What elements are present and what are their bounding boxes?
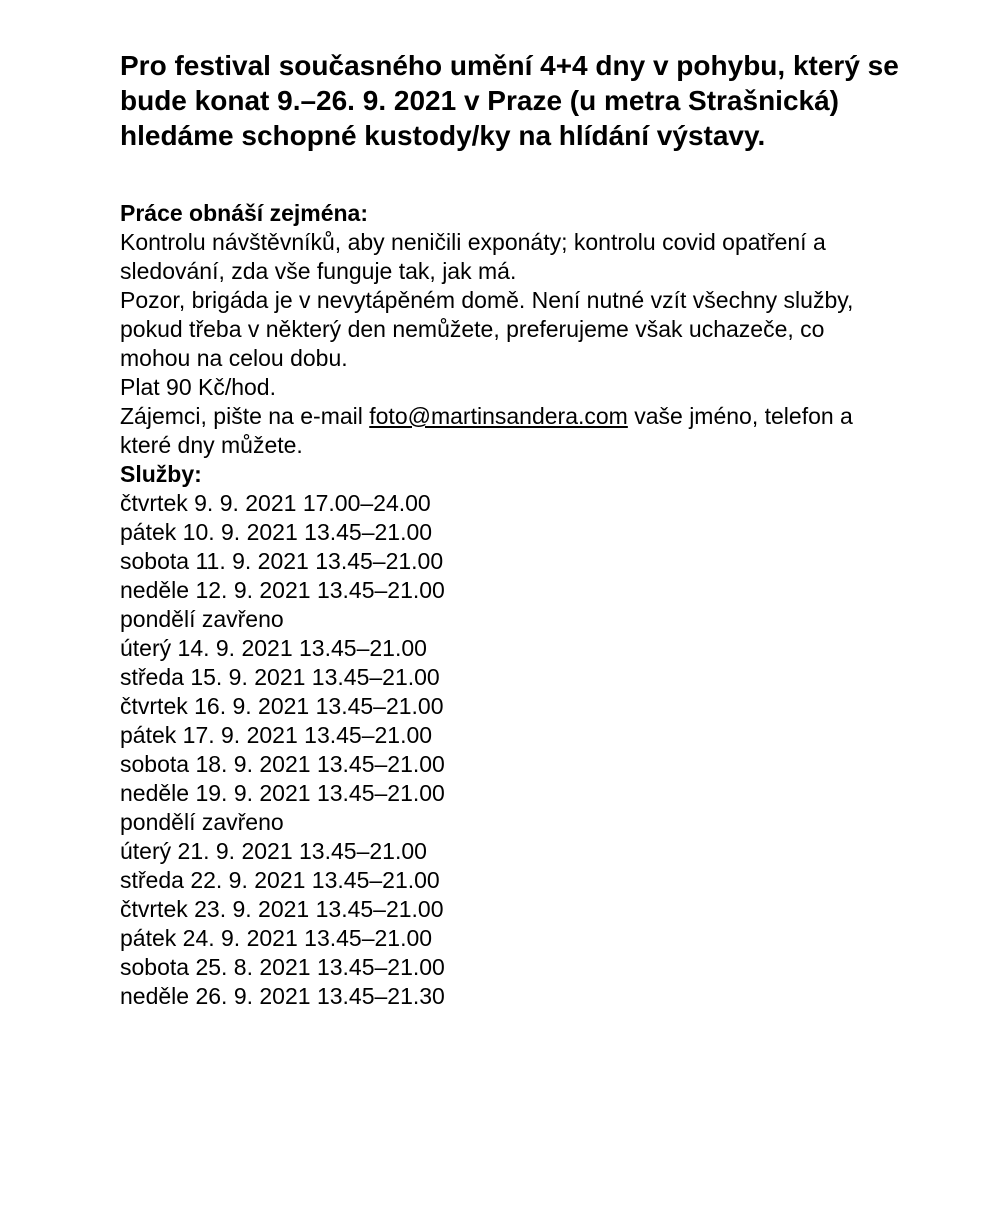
document-page (120, 48, 900, 1011)
contact-prefix: Zájemci, pište na e-mail (120, 403, 370, 429)
schedule-item: neděle 19. 9. 2021 13.45–21.00 (120, 780, 445, 806)
schedule-item: čtvrtek 9. 9. 2021 17.00–24.00 (120, 490, 431, 516)
schedule-item: sobota 25. 8. 2021 13.45–21.00 (120, 954, 445, 980)
schedule-item: čtvrtek 16. 9. 2021 13.45–21.00 (120, 693, 444, 719)
contact-text (120, 402, 900, 460)
schedule-item: pátek 24. 9. 2021 13.45–21.00 (120, 925, 433, 951)
schedule-heading: Služby: (120, 461, 202, 487)
schedule-item: pátek 10. 9. 2021 13.45–21.00 (120, 519, 433, 545)
schedule-item: sobota 11. 9. 2021 13.45–21.00 (120, 548, 444, 574)
schedule-item: středa 15. 9. 2021 13.45–21.00 (120, 664, 440, 690)
schedule-item: pátek 17. 9. 2021 13.45–21.00 (120, 722, 433, 748)
schedule-item: sobota 18. 9. 2021 13.45–21.00 (120, 751, 445, 777)
duties-heading: Práce obnáší zejména: (120, 200, 368, 226)
email-link[interactable]: foto@martinsandera.com (369, 403, 628, 429)
schedule-item: neděle 26. 9. 2021 13.45–21.30 (120, 983, 445, 1009)
schedule-item: úterý 21. 9. 2021 13.45–21.00 (120, 838, 427, 864)
schedule-item: pondělí zavřeno (120, 606, 284, 632)
document-title: Pro festival současného umění 4+4 dny v pohybu, který se bude konat 9.–26. 9. 2021 v Praze (u metra Strašnická) hledáme schopné kustody/ky na hlídání výstavy. (120, 50, 899, 151)
pay-text: Plat 90 Kč/hod. (120, 374, 276, 400)
notice-text: Pozor, brigáda je v nevytápěném domě. Není nutné vzít všechny služby, pokud třeba v některý den nemůžete, preferujeme však uchazeče, co mohou na celou dobu. (120, 287, 854, 371)
duties-section (120, 199, 900, 1011)
schedule-item: čtvrtek 23. 9. 2021 13.45–21.00 (120, 896, 444, 922)
schedule-item: neděle 12. 9. 2021 13.45–21.00 (120, 577, 445, 603)
schedule-list (120, 489, 900, 1011)
schedule-item: středa 22. 9. 2021 13.45–21.00 (120, 867, 440, 893)
schedule-item: pondělí zavřeno (120, 809, 284, 835)
duties-text: Kontrolu návštěvníků, aby neničili exponáty; kontrolu covid opatření a sledování, zda vše funguje tak, jak má. (120, 229, 826, 284)
schedule-item: úterý 14. 9. 2021 13.45–21.00 (120, 635, 427, 661)
contact-suffix: vaše jméno, telefon a které dny můžete. (120, 403, 853, 458)
